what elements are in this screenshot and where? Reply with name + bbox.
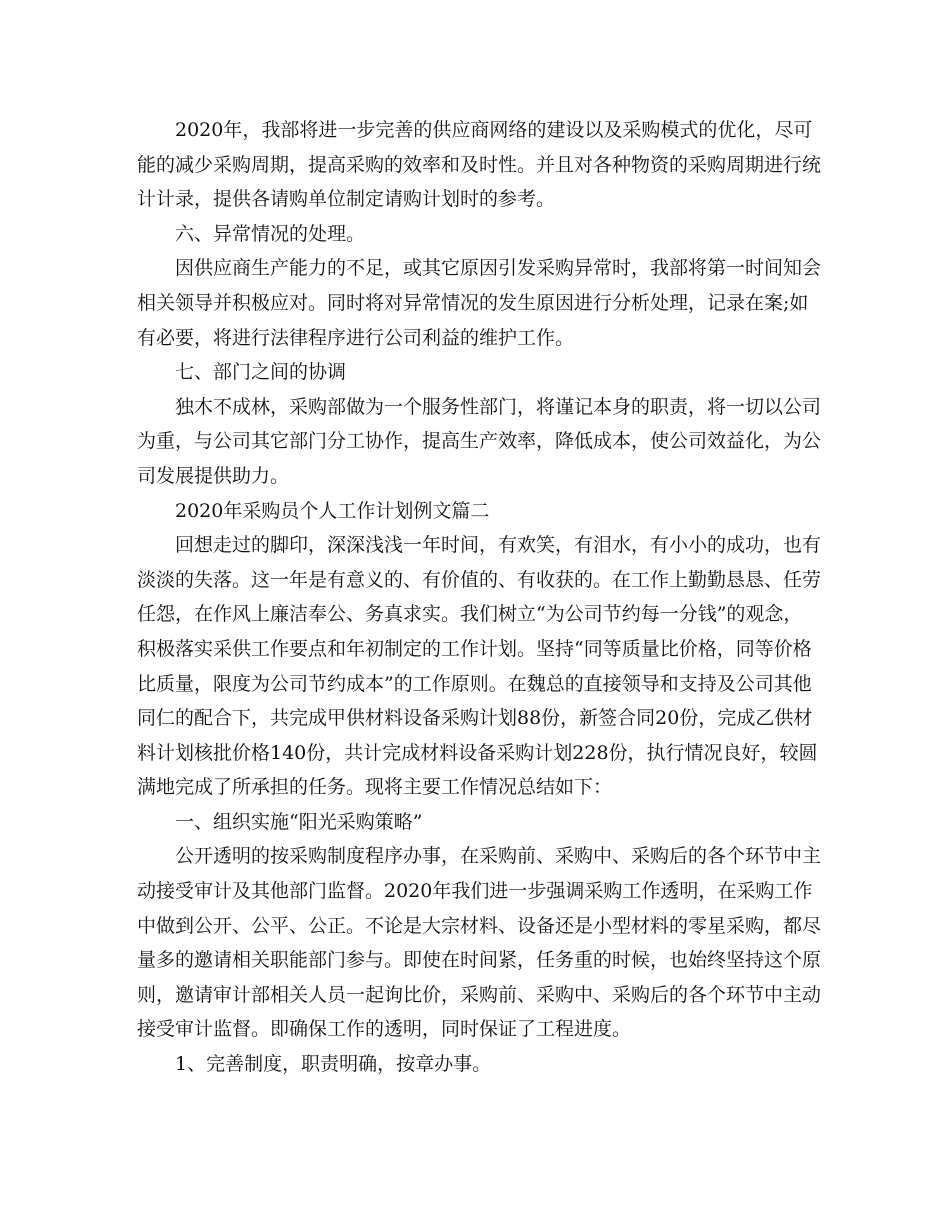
text-line: 积极落实采供工作要点和年初制定的工作计划。坚持“同等质量比价格，同等价格 bbox=[137, 637, 812, 660]
section-heading-coordination bbox=[137, 355, 821, 390]
text-line: 任怨，在作风上廉洁奉公、务真求实。我们树立“为公司节约每一分钱”的观念， bbox=[137, 603, 803, 626]
text-line: 司发展提供助力。 bbox=[137, 464, 290, 487]
text-line: 中做到公开、公平、公正。不论是大宗材料、设备还是小型材料的零星采购，都尽 bbox=[137, 914, 822, 937]
text-line: 因供应商生产能力的不足，或其它原因引发采购异常时，我部将第一时间知会 bbox=[175, 257, 822, 280]
paragraph-2020-plan bbox=[137, 113, 821, 217]
paragraph-transparency bbox=[137, 839, 821, 1047]
text-line: 同仁的配合下，共完成甲供材料设备采购计划88份，新签合同20份，完成乙供材 bbox=[137, 707, 813, 730]
text-line: 独木不成林，采购部做为一个服务性部门，将谨记本身的职责，将一切以公司 bbox=[175, 395, 822, 418]
text-line: 满地完成了所承担的任务。现将主要工作情况总结如下： bbox=[137, 776, 613, 799]
section-heading-exceptions bbox=[137, 217, 821, 252]
paragraph-exceptions bbox=[137, 251, 821, 355]
text-line: 计计录，提供各请购单位制定请购计划时的参考。 bbox=[137, 188, 556, 211]
text-line: 料计划核批价格140份，共计完成材料设备采购计划228份，执行情况良好，较圆 bbox=[137, 741, 818, 764]
heading-line: 1、完善制度，职责明确，按章办事。 bbox=[175, 1053, 492, 1076]
text-line: 回想走过的脚印，深深浅浅一年时间，有欢笑，有泪水，有小小的成功，也有 bbox=[175, 534, 822, 557]
text-line: 比质量，限度为公司节约成本”的工作原则。在魏总的直接领导和支持及公司其他 bbox=[137, 672, 812, 695]
text-line: 为重，与公司其它部门分工协作，提高生产效率，降低成本，使公司效益化，为公 bbox=[137, 430, 822, 453]
section-heading-sunshine-procurement bbox=[137, 805, 821, 840]
paragraph-review bbox=[137, 528, 821, 805]
heading-line: 一、组织实施“阳光采购策略” bbox=[175, 810, 423, 833]
heading-line: 七、部门之间的协调 bbox=[175, 361, 347, 384]
text-line: 有必要，将进行法律程序进行公司利益的维护工作。 bbox=[137, 326, 575, 349]
text-line: 能的减少采购周期，提高采购的效率和及时性。并且对各种物资的采购周期进行统 bbox=[137, 153, 822, 176]
text-line: 动接受审计及其他部门监督。2020年我们进一步强调采购工作透明，在采购工作 bbox=[137, 880, 813, 903]
paragraph-coordination bbox=[137, 390, 821, 494]
text-line: 量多的邀请相关职能部门参与。即使在时间紧，任务重的时候，也始终坚持这个原 bbox=[137, 949, 822, 972]
heading-line: 六、异常情况的处理。 bbox=[175, 222, 366, 245]
subsection-heading-regulations bbox=[137, 1047, 821, 1082]
text-line: 淡淡的失落。这一年是有意义的、有价值的、有收获的。在工作上勤勤恳恳、任劳 bbox=[137, 568, 822, 591]
text-line: 2020年，我部将进一步完善的供应商网络的建设以及采购模式的优化，尽可 bbox=[175, 119, 813, 141]
text-line: 接受审计监督。即确保工作的透明，同时保证了工程进度。 bbox=[137, 1018, 632, 1041]
text-line: 则，邀请审计部相关人员一起询比价，采购前、采购中、采购后的各个环节中主动 bbox=[137, 983, 822, 1006]
article-title-part-two bbox=[137, 494, 821, 529]
document-body bbox=[137, 113, 821, 1082]
text-line: 相关领导并积极应对。同时将对异常情况的发生原因进行分析处理，记录在案;如 bbox=[137, 291, 809, 314]
text-line: 公开透明的按采购制度程序办事，在采购前、采购中、采购后的各个环节中主 bbox=[175, 845, 822, 868]
heading-line: 2020年采购员个人工作计划例文篇二 bbox=[175, 499, 490, 522]
